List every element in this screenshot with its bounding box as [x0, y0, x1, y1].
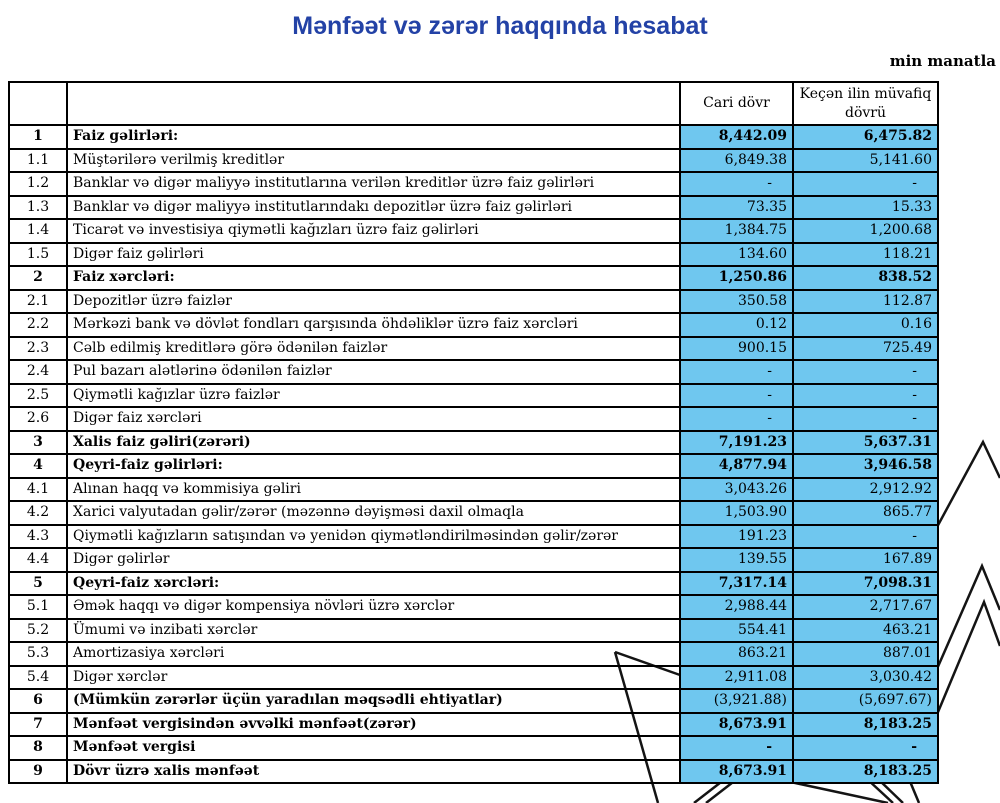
- table-row: [9, 149, 938, 173]
- row-label: Mərkəzi bank və dövlət fondları qarşısında öhdəliklər üzrə faiz xərcləri: [67, 313, 680, 337]
- row-number: 2.5: [9, 384, 67, 408]
- table-row: [9, 384, 938, 408]
- row-number: 1.2: [9, 172, 67, 196]
- table-row: [9, 313, 938, 337]
- header-cell-current-period: Cari dövr: [680, 82, 793, 125]
- row-value-previous: 1,200.68: [793, 219, 938, 243]
- row-label: Qiymətli kağızların satışından və yenidən qiymətləndirilməsindən gəlir/zərər: [67, 525, 680, 549]
- row-number: 2: [9, 266, 67, 290]
- table-row: [9, 501, 938, 525]
- row-value-current: 863.21: [680, 642, 793, 666]
- row-label: Müştərilərə verilmiş kreditlər: [67, 149, 680, 173]
- row-value-previous: 6,475.82: [793, 125, 938, 149]
- row-value-previous: -: [793, 172, 938, 196]
- row-value-previous: (5,697.67): [793, 689, 938, 713]
- row-value-current: -: [680, 384, 793, 408]
- row-value-current: 1,384.75: [680, 219, 793, 243]
- row-number: 7: [9, 713, 67, 737]
- row-number: 2.6: [9, 407, 67, 431]
- row-value-current: 3,043.26: [680, 478, 793, 502]
- row-value-current: 8,673.91: [680, 760, 793, 784]
- table-row: [9, 290, 938, 314]
- header-cell-previous-period: Keçən ilin müvafiq dövrü: [793, 82, 938, 125]
- table-row: [9, 760, 938, 784]
- row-value-current: -: [680, 407, 793, 431]
- header-cell-number: [9, 82, 67, 125]
- row-number: 2.3: [9, 337, 67, 361]
- row-value-current: 2,988.44: [680, 595, 793, 619]
- row-value-current: 134.60: [680, 243, 793, 267]
- row-number: 4.1: [9, 478, 67, 502]
- row-value-previous: -: [793, 407, 938, 431]
- table-row: [9, 196, 938, 220]
- row-number: 2.2: [9, 313, 67, 337]
- row-value-current: 8,673.91: [680, 713, 793, 737]
- row-value-previous: 15.33: [793, 196, 938, 220]
- row-value-previous: 112.87: [793, 290, 938, 314]
- row-number: 1: [9, 125, 67, 149]
- row-number: 4.2: [9, 501, 67, 525]
- row-value-previous: 463.21: [793, 619, 938, 643]
- row-value-current: (3,921.88): [680, 689, 793, 713]
- table-row: [9, 360, 938, 384]
- table-row: [9, 525, 938, 549]
- row-label: Qeyri-faiz xərcləri:: [67, 572, 680, 596]
- row-value-previous: 725.49: [793, 337, 938, 361]
- row-label: Pul bazarı alətlərinə ödənilən faizlər: [67, 360, 680, 384]
- row-value-current: -: [680, 172, 793, 196]
- row-number: 2.4: [9, 360, 67, 384]
- table-row: [9, 172, 938, 196]
- row-value-previous: 118.21: [793, 243, 938, 267]
- row-label: Banklar və digər maliyyə institutlarındakı depozitlər üzrə faiz gəlirləri: [67, 196, 680, 220]
- row-value-previous: 8,183.25: [793, 760, 938, 784]
- row-label: Amortizasiya xərcləri: [67, 642, 680, 666]
- row-label: Qeyri-faiz gəlirləri:: [67, 454, 680, 478]
- row-value-previous: -: [793, 736, 938, 760]
- row-value-previous: 8,183.25: [793, 713, 938, 737]
- row-number: 4: [9, 454, 67, 478]
- row-value-previous: 887.01: [793, 642, 938, 666]
- row-value-current: 554.41: [680, 619, 793, 643]
- row-value-current: 7,317.14: [680, 572, 793, 596]
- row-value-previous: 2,717.67: [793, 595, 938, 619]
- row-label: Faiz xərcləri:: [67, 266, 680, 290]
- table-row: [9, 548, 938, 572]
- row-label: Digər faiz gəlirləri: [67, 243, 680, 267]
- row-label: Mənfəət vergisindən əvvəlki mənfəət(zərər): [67, 713, 680, 737]
- row-label: Mənfəət vergisi: [67, 736, 680, 760]
- row-number: 5: [9, 572, 67, 596]
- row-label: Ticarət və investisiya qiymətli kağızları üzrə faiz gəlirləri: [67, 219, 680, 243]
- row-number: 5.2: [9, 619, 67, 643]
- row-value-previous: 3,946.58: [793, 454, 938, 478]
- row-label: Alınan haqq və kommisiya gəliri: [67, 478, 680, 502]
- row-value-current: 7,191.23: [680, 431, 793, 455]
- row-value-current: 1,250.86: [680, 266, 793, 290]
- table-row: [9, 337, 938, 361]
- row-label: Banklar və digər maliyyə institutlarına verilən kreditlər üzrə faiz gəlirləri: [67, 172, 680, 196]
- table-row: [9, 713, 938, 737]
- row-label: Digər gəlirlər: [67, 548, 680, 572]
- row-number: 5.3: [9, 642, 67, 666]
- table-row: [9, 666, 938, 690]
- row-value-previous: 0.16: [793, 313, 938, 337]
- row-value-previous: -: [793, 384, 938, 408]
- row-label: Əmək haqqı və digər kompensiya növləri üzrə xərclər: [67, 595, 680, 619]
- row-value-previous: -: [793, 360, 938, 384]
- row-value-previous: 865.77: [793, 501, 938, 525]
- row-number: 9: [9, 760, 67, 784]
- row-value-current: 0.12: [680, 313, 793, 337]
- table-row: [9, 219, 938, 243]
- row-value-previous: 7,098.31: [793, 572, 938, 596]
- row-number: 1.4: [9, 219, 67, 243]
- row-value-previous: 167.89: [793, 548, 938, 572]
- row-value-current: 4,877.94: [680, 454, 793, 478]
- profit-loss-table: [8, 81, 939, 784]
- row-label: Dövr üzrə xalis mənfəət: [67, 760, 680, 784]
- table-row: [9, 243, 938, 267]
- table-row: [9, 266, 938, 290]
- row-value-previous: 5,141.60: [793, 149, 938, 173]
- table-row: [9, 407, 938, 431]
- table-row: [9, 572, 938, 596]
- table-row: [9, 595, 938, 619]
- row-label: Ümumi və inzibati xərclər: [67, 619, 680, 643]
- row-value-current: 73.35: [680, 196, 793, 220]
- table-body: [9, 125, 938, 783]
- row-label: Qiymətli kağızlar üzrə faizlər: [67, 384, 680, 408]
- row-number: 5.1: [9, 595, 67, 619]
- row-number: 5.4: [9, 666, 67, 690]
- row-label: Cəlb edilmiş kreditlərə görə ödənilən faizlər: [67, 337, 680, 361]
- row-value-current: 191.23: [680, 525, 793, 549]
- row-number: 1.5: [9, 243, 67, 267]
- row-value-previous: 838.52: [793, 266, 938, 290]
- row-label: Faiz gəlirləri:: [67, 125, 680, 149]
- table-row: [9, 454, 938, 478]
- header-cell-description: [67, 82, 680, 125]
- page-title: Mənfəət və zərər haqqında hesabat: [292, 12, 708, 40]
- row-value-current: 1,503.90: [680, 501, 793, 525]
- row-value-previous: 2,912.92: [793, 478, 938, 502]
- row-label: Depozitlər üzrə faizlər: [67, 290, 680, 314]
- row-value-previous: -: [793, 525, 938, 549]
- table-header-row: [9, 82, 938, 125]
- table-row: [9, 736, 938, 760]
- row-number: 4.4: [9, 548, 67, 572]
- row-label: Xalis faiz gəliri(zərəri): [67, 431, 680, 455]
- table-row: [9, 619, 938, 643]
- row-value-current: -: [680, 360, 793, 384]
- row-label: Xarici valyutadan gəlir/zərər (məzənnə dəyişməsi daxil olmaqla: [67, 501, 680, 525]
- unit-note: min manatla: [889, 52, 996, 70]
- row-number: 4.3: [9, 525, 67, 549]
- row-number: 1.1: [9, 149, 67, 173]
- row-value-current: 900.15: [680, 337, 793, 361]
- row-value-current: -: [680, 736, 793, 760]
- row-number: 3: [9, 431, 67, 455]
- table-row: [9, 642, 938, 666]
- row-label: Digər faiz xərcləri: [67, 407, 680, 431]
- row-value-current: 8,442.09: [680, 125, 793, 149]
- table-row: [9, 431, 938, 455]
- table-row: [9, 689, 938, 713]
- row-value-current: 2,911.08: [680, 666, 793, 690]
- row-value-previous: 3,030.42: [793, 666, 938, 690]
- row-value-current: 350.58: [680, 290, 793, 314]
- row-number: 2.1: [9, 290, 67, 314]
- row-value-current: 139.55: [680, 548, 793, 572]
- row-label: Digər xərclər: [67, 666, 680, 690]
- row-number: 1.3: [9, 196, 67, 220]
- table-row: [9, 478, 938, 502]
- row-number: 6: [9, 689, 67, 713]
- table-row: [9, 125, 938, 149]
- row-label: (Mümkün zərərlər üçün yaradılan məqsədli ehtiyatlar): [67, 689, 680, 713]
- row-value-previous: 5,637.31: [793, 431, 938, 455]
- row-number: 8: [9, 736, 67, 760]
- row-value-current: 6,849.38: [680, 149, 793, 173]
